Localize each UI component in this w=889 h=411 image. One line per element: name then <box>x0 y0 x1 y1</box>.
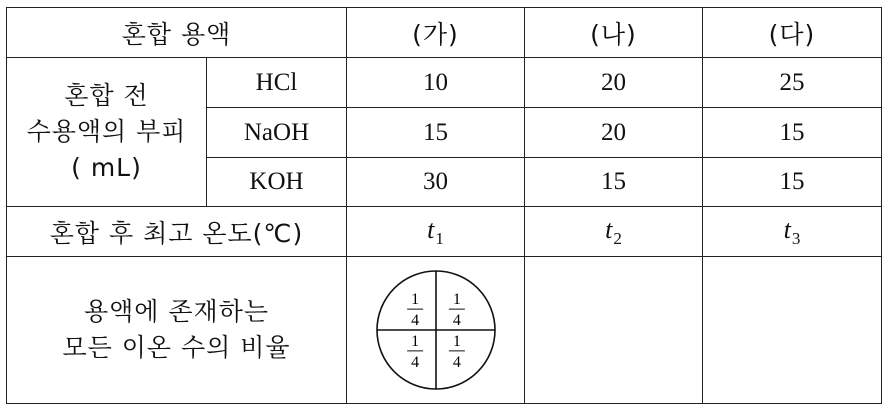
fraction-denominator: 4 <box>410 353 419 371</box>
header-col-a: (가) <box>347 8 525 58</box>
temp-b-sub: 2 <box>613 228 622 248</box>
fraction-numerator: 1 <box>410 332 419 350</box>
header-col-c: (다) <box>703 8 882 58</box>
temp-b-var: t <box>605 214 613 244</box>
ion-ratio-pie-a <box>374 268 498 392</box>
header-row <box>7 8 882 58</box>
temp-b <box>525 207 703 257</box>
reagent-hcl: HCl <box>207 58 347 108</box>
naoh-c: 15 <box>703 108 882 158</box>
fraction-numerator: 1 <box>452 332 461 350</box>
mixture-table <box>6 7 882 404</box>
temp-label: 혼합 후 최고 온도(℃) <box>7 207 347 257</box>
koh-c: 15 <box>703 158 882 207</box>
volume-label-line2: 수용액의 부피 <box>26 117 187 146</box>
temp-a-var: t <box>427 214 435 244</box>
koh-a: 30 <box>347 158 525 207</box>
fraction-numerator: 1 <box>410 291 419 309</box>
naoh-a: 15 <box>347 108 525 158</box>
pie-slice-label <box>448 291 464 329</box>
fraction-numerator: 1 <box>452 291 461 309</box>
table-row <box>7 58 882 108</box>
temp-a <box>347 207 525 257</box>
hcl-b: 20 <box>525 58 703 108</box>
pie-slice-label <box>407 291 423 329</box>
fraction-denominator: 4 <box>452 312 461 330</box>
temp-c-sub: 3 <box>791 228 801 248</box>
temp-row <box>7 207 882 257</box>
hcl-a: 10 <box>347 58 525 108</box>
ion-label-line2: 모든 이온 수의 비율 <box>62 333 291 362</box>
naoh-b: 20 <box>525 108 703 158</box>
volume-label-line3: ( mL) <box>71 153 142 182</box>
hcl-c: 25 <box>703 58 882 108</box>
temp-a-sub: 1 <box>435 228 444 248</box>
ion-label <box>7 257 347 404</box>
ion-row <box>7 257 882 404</box>
ion-pie-b-cell <box>525 257 703 404</box>
fraction-denominator: 4 <box>410 312 419 330</box>
temp-c-var: t <box>783 214 791 244</box>
reagent-koh: KOH <box>207 158 347 207</box>
reagent-naoh: NaOH <box>207 108 347 158</box>
header-label: 혼합 용액 <box>7 8 347 58</box>
fraction-denominator: 4 <box>452 353 461 371</box>
volume-label-line1: 혼합 전 <box>64 81 149 110</box>
ion-label-line1: 용액에 존재하는 <box>84 297 269 326</box>
koh-b: 15 <box>525 158 703 207</box>
volume-group-label <box>7 58 207 207</box>
pie-slice-label <box>448 333 464 371</box>
ion-pie-c-cell <box>703 257 882 404</box>
ion-pie-a-cell <box>347 257 525 404</box>
header-col-b: (나) <box>525 8 703 58</box>
temp-c <box>703 207 882 257</box>
pie-slice-label <box>407 333 423 371</box>
